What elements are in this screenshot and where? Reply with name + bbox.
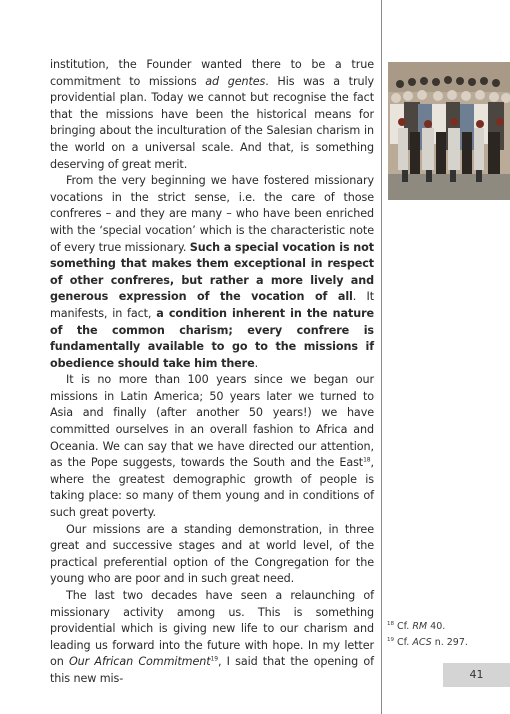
footnote-text: n. 297.	[431, 637, 468, 648]
paragraph-2	[50, 173, 374, 372]
footnote-ref: 18	[363, 456, 371, 464]
text-span: From the very beginning we have fostered missionary vocations in the strict sense, i.e. the care of those confreres – and they are many – who have been enriched with the ‘special vocation’ which is the characteristic note of every true missionary.	[50, 174, 374, 254]
footnote-text: Cf.	[397, 637, 413, 648]
paragraph-5	[50, 588, 374, 688]
paragraph-3	[50, 372, 374, 521]
text-span: The last two decades have seen a relaunching of missionary activity among us. This is something providential which is giving new life to our charism and leading us forward into the future with hope. In my letter on	[50, 589, 374, 669]
main-text-column	[50, 57, 374, 688]
text-span: . His was a truly providential plan. Today we cannot but recognise the fact that the missions have been the historical means for bringing about the inculturation of the Salesian charism in the world on a universal scale. And that, is something deserving of great merit.	[50, 74, 374, 171]
footnote-number: 19	[387, 636, 394, 643]
footnote-text: 40.	[427, 621, 446, 632]
paragraph-1	[50, 57, 374, 173]
page-number: 41	[443, 663, 510, 687]
bold-text: a condition inherent in the nature of the common charism; every confrere is fundamentally available to go to the missions if obedience should take him there	[50, 306, 374, 370]
column-divider	[381, 0, 382, 714]
footnotes	[387, 619, 507, 651]
footnote-italic: ACS	[412, 637, 432, 648]
group-photo-illustration	[388, 62, 510, 200]
text-span: It is no more than 100 years since we began our missions in Latin America; 50 years later we turned to Asia and finally (after another 50 years!) we have committed ourselves in an overall fashion to Africa and Oceania. We can say that we have directed our attention, as the Pope suggests, towards the South and the East	[50, 373, 374, 470]
footnote-italic: RM	[412, 621, 428, 632]
text-span: institution, the Founder wanted there to be a true commitment to missions	[50, 58, 374, 88]
bold-text: Such a special vocation is not something that makes them exceptional in respect of other confreres, but rather a more lively and generous expression of the vocation of all	[50, 240, 375, 304]
group-photo	[388, 62, 510, 200]
footnote-text: Cf.	[397, 621, 413, 632]
italic-text: ad gentes	[205, 74, 266, 88]
text-span: , where the greatest demographic growth of people is taking place: so many of them young and in conditions of such great poverty.	[50, 456, 374, 520]
text-span: .	[254, 356, 259, 370]
text-span: , I said that the opening of this new mis-	[50, 655, 374, 685]
paragraph-4: Our missions are a standing demonstration, in three great and successive stages and at world level, of the practical preferential option of the Congregation for the young who are poor and in such great need.	[50, 522, 374, 586]
footnote-ref: 19	[210, 655, 218, 663]
footnote-19	[387, 635, 507, 651]
text-span: . It manifests, in fact,	[50, 290, 374, 320]
italic-text: Our African Commitment	[68, 655, 211, 669]
footnote-18	[387, 619, 507, 635]
footnote-number: 18	[387, 620, 394, 627]
